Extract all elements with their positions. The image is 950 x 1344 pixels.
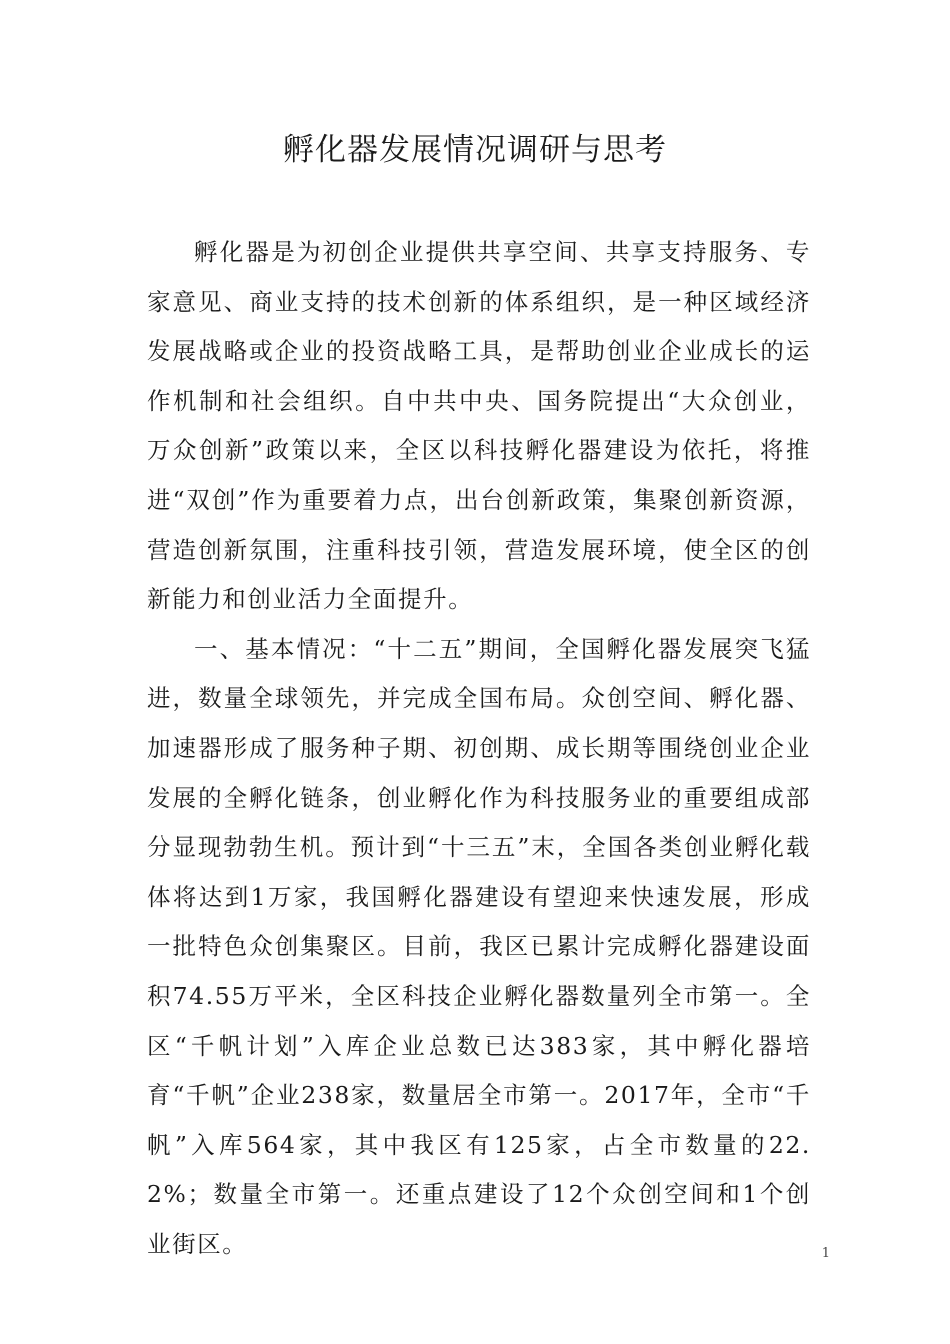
paragraph-basic-situation: 一、基本情况：“十二五”期间，全国孵化器发展突飞猛进，数量全球领先，并完成全国布局。众创空间、孵化器、加速器形成了服务种子期、初创期、成长期等围绕创业企业发展的全孵化链条，创业孵化作为科技服务业的重要组成部分显现勃勃生机。预计到“十三五”末，全国各类创业孵化载体将达到1万家，我国孵化器建设有望迎来快速发展，形成一批特色众创集聚区。目前，我区已累计完成孵化器建设面积74.55万平米，全区科技企业孵化器数量列全市第一。全区“千帆计划”入库企业总数已达383家，其中孵化器培育“千帆”企业238家，数量居全市第一。2017年，全市“千帆”入库564家，其中我区有125家，占全市数量的22.2%；数量全市第一。还重点建设了12个众创空间和1个创业街区。 (147, 634, 811, 1258)
document-body (147, 228, 811, 1269)
document-title: 孵化器发展情况调研与思考 (283, 132, 667, 168)
paragraph-intro: 孵化器是为初创企业提供共享空间、共享支持服务、专家意见、商业支持的技术创新的体系组织，是一种区域经济发展战略或企业的投资战略工具，是帮助创业企业成长的运作机制和社会组织。自中共中央、国务院提出“大众创业，万众创新”政策以来，全区以科技孵化器建设为依托，将推进“双创”作为重要着力点，出台创新政策，集聚创新资源，营造创新氛围，注重科技引领，营造发展环境，使全区的创新能力和创业活力全面提升。 (147, 238, 811, 614)
page-number: 1 (821, 1246, 830, 1261)
